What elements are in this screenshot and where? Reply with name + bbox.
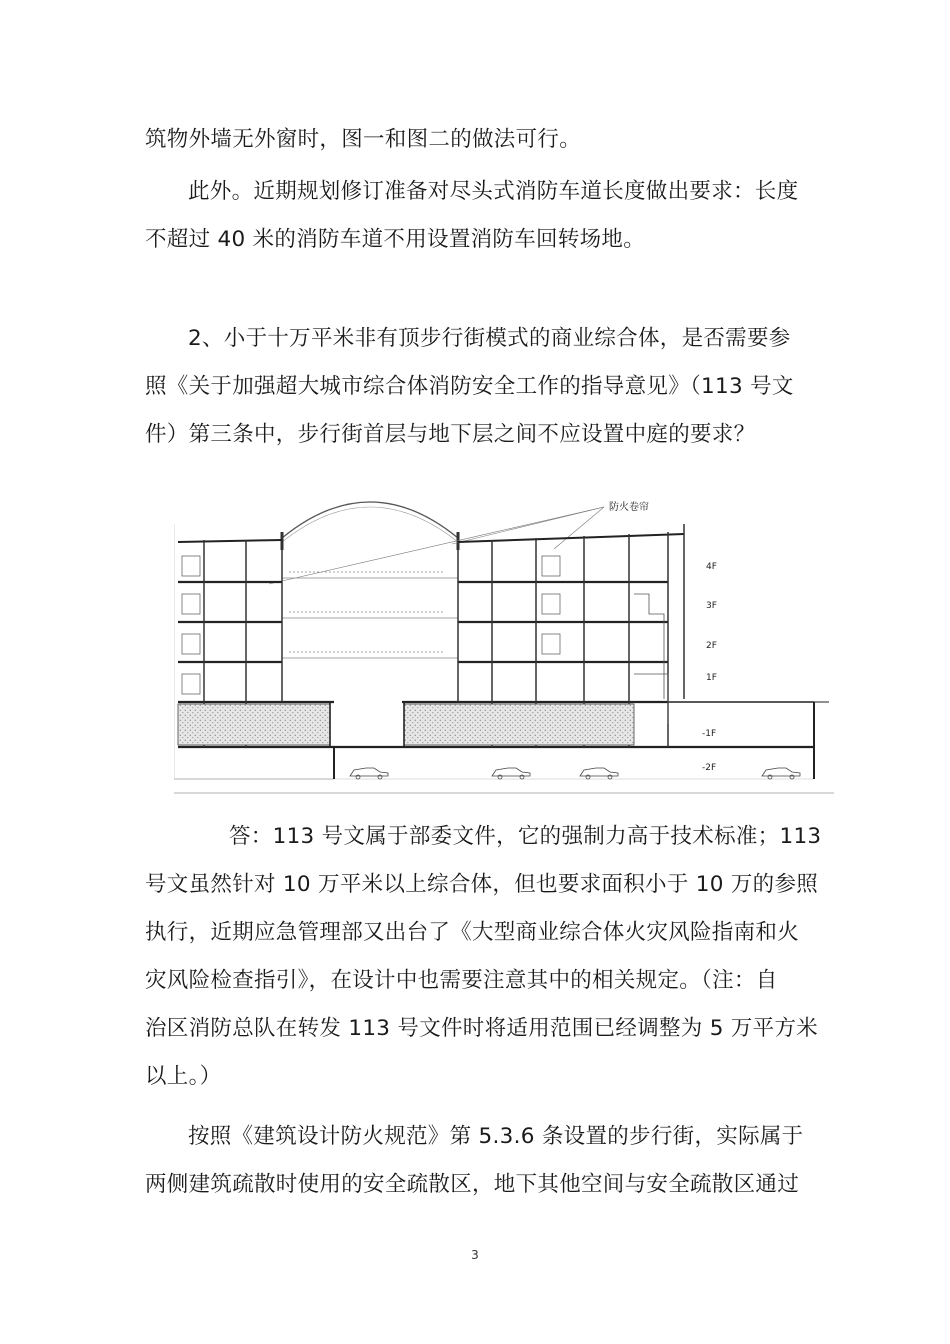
text-line: 答：113 号文属于部委文件，它的强制力高于技术标准；113: [229, 824, 822, 849]
text-line: 照《关于加强超大城市综合体消防安全工作的指导意见》（113 号文: [145, 374, 794, 399]
paragraph-continuation: [145, 116, 810, 164]
paragraph-pedestrian-street: [145, 1113, 810, 1209]
basement-wall-right: [404, 704, 634, 745]
text-line: 以上。）: [145, 1064, 222, 1089]
basement-wall-left: [178, 704, 330, 745]
text-line: 治区消防总队在转发 113 号文件时将适用范围已经调整为 5 万平方米: [145, 1016, 819, 1041]
floor-label-2f: 2F: [706, 641, 717, 651]
text-line: 筑物外墙无外窗时，图一和图二的做法可行。: [145, 127, 582, 152]
building-section-figure: [174, 494, 834, 800]
paragraph-question-2: [145, 315, 810, 459]
text-line: 灾风险检查指引》，在设计中也需要注意其中的相关规定。（注：自: [145, 968, 778, 993]
roof-slab-left: [178, 540, 282, 542]
text-line: 两侧建筑疏散时使用的安全疏散区，地下其他空间与安全疏散区通过: [145, 1172, 800, 1197]
text-line: 号文虽然针对 10 万平米以上综合体，但也要求面积小于 10 万的参照: [145, 872, 819, 897]
atrium-dome: [282, 502, 458, 538]
parked-cars: [350, 768, 800, 779]
floor-label-b1: -1F: [702, 729, 717, 739]
text-line: 不超过 40 米的消防车道不用设置消防车回转场地。: [145, 227, 646, 252]
paragraph-answer: [145, 813, 822, 1101]
page-number: 3: [471, 1248, 479, 1262]
floor-label-1f: 1F: [706, 673, 717, 683]
text-line: 执行，近期应急管理部又出台了《大型商业综合体火灾风险指南和火: [145, 920, 800, 945]
text-line: 此外。近期规划修订准备对尽头式消防车道长度做出要求：长度: [188, 179, 799, 204]
text-line: 按照《建筑设计防火规范》第 5.3.6 条设置的步行街，实际属于: [188, 1124, 804, 1149]
fire-shutter-callout: 防火卷帘: [609, 502, 649, 513]
text-line: 2、小于十万平米非有顶步行街模式的商业综合体，是否需要参: [188, 326, 791, 351]
floor-label-4f: 4F: [706, 562, 717, 572]
text-line: 件）第三条中，步行街首层与地下层之间不应设置中庭的要求？: [145, 422, 756, 447]
floor-label-b2: -2F: [702, 763, 717, 773]
paragraph-fire-lane-note: [145, 168, 810, 264]
floor-label-3f: 3F: [706, 601, 717, 611]
